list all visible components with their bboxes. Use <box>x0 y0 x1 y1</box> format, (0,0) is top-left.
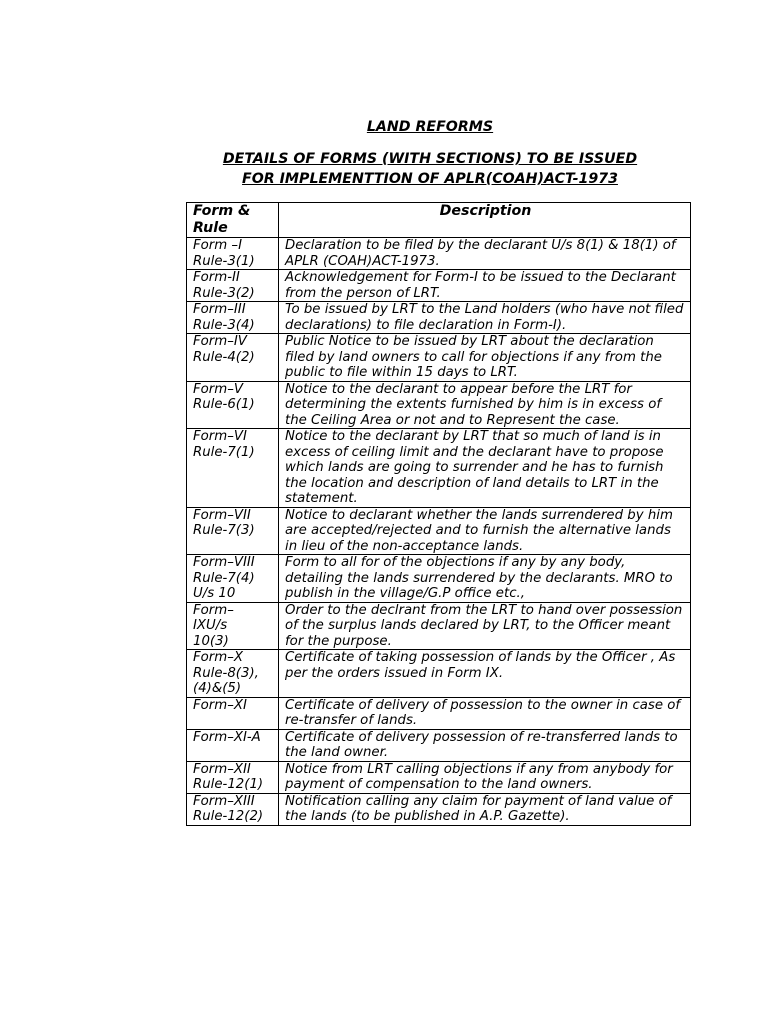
table-row <box>187 761 691 793</box>
table-row <box>187 507 691 555</box>
form-rule-cell: Form–XII Rule-12(1) <box>187 761 279 793</box>
table-row <box>187 334 691 382</box>
document-title: LAND REFORMS <box>366 119 494 135</box>
description-cell: Form to all for of the objections if any by any body, detailing the lands surrendered by the declarants. MRO to publish in the village/G.P office etc., <box>279 555 691 603</box>
form-rule-cell: Form–XI-A <box>187 729 279 761</box>
form-rule-cell: Form-II Rule-3(2) <box>187 270 279 302</box>
document-subtitle-line2: FOR IMPLEMENTTION OF APLR(COAH)ACT-1973 <box>242 171 618 187</box>
description-cell: Notice to the declarant by LRT that so much of land is in excess of ceiling limit and the declarant have to propose which lands are going to surrender and he has to furnish the location and description of land details to LRT in the statement. <box>279 429 691 508</box>
description-cell: Certificate of delivery possession of re-transferred lands to the land owner. <box>279 729 691 761</box>
form-rule-cell: Form –I Rule-3(1) <box>187 238 279 270</box>
form-rule-cell: Form–XI <box>187 697 279 729</box>
description-cell: To be issued by LRT to the Land holders (who have not filed declarations) to file declaration in Form-I). <box>279 302 691 334</box>
form-rule-cell: Form–VI Rule-7(1) <box>187 429 279 508</box>
description-cell: Notice to declarant whether the lands surrendered by him are accepted/rejected and to furnish the alternative lands in lieu of the non-acceptance lands. <box>279 507 691 555</box>
table-row <box>187 602 691 650</box>
document-subtitle-line1: DETAILS OF FORMS (WITH SECTIONS) TO BE ISSUED <box>222 151 638 167</box>
form-rule-cell: Form–X Rule-8(3), (4)&(5) <box>187 650 279 698</box>
forms-table <box>186 202 691 826</box>
table-row <box>187 650 691 698</box>
table-row <box>187 555 691 603</box>
form-rule-cell: Form–III Rule-3(4) <box>187 302 279 334</box>
table-row <box>187 729 691 761</box>
form-rule-cell: Form–VIII Rule-7(4) U/s 10 <box>187 555 279 603</box>
table-row <box>187 793 691 825</box>
table-row <box>187 238 691 270</box>
form-rule-cell: Form– IXU/s 10(3) <box>187 602 279 650</box>
table-row <box>187 429 691 508</box>
description-cell: Acknowledgement for Form-I to be issued to the Declarant from the person of LRT. <box>279 270 691 302</box>
description-cell: Notice to the declarant to appear before the LRT for determining the extents furnished by him is in excess of the Ceiling Area or not and to Represent the case. <box>279 381 691 429</box>
form-rule-cell: Form–XIII Rule-12(2) <box>187 793 279 825</box>
form-rule-cell: Form–VII Rule-7(3) <box>187 507 279 555</box>
description-cell: Notification calling any claim for payment of land value of the lands (to be published in A.P. Gazette). <box>279 793 691 825</box>
description-cell: Notice from LRT calling objections if any from anybody for payment of compensation to the land owners. <box>279 761 691 793</box>
description-cell: Order to the declrant from the LRT to hand over possession of the surplus lands declared by LRT, to the Officer meant for the purpose. <box>279 602 691 650</box>
table-row <box>187 302 691 334</box>
table-row <box>187 697 691 729</box>
table-row <box>187 270 691 302</box>
description-cell: Certificate of taking possession of lands by the Officer , As per the orders issued in Form IX. <box>279 650 691 698</box>
description-cell: Certificate of delivery of possession to the owner in case of re-transfer of lands. <box>279 697 691 729</box>
form-rule-cell: Form–V Rule-6(1) <box>187 381 279 429</box>
table-header-row <box>187 203 691 238</box>
table-row <box>187 381 691 429</box>
header-description: Description <box>279 203 691 238</box>
form-rule-cell: Form–IV Rule-4(2) <box>187 334 279 382</box>
header-form-rule: Form & Rule <box>187 203 279 238</box>
description-cell: Declaration to be filed by the declarant U/s 8(1) & 18(1) of APLR (COAH)ACT-1973. <box>279 238 691 270</box>
description-cell: Public Notice to be issued by LRT about the declaration filed by land owners to call for objections if any from the public to file within 15 days to LRT. <box>279 334 691 382</box>
